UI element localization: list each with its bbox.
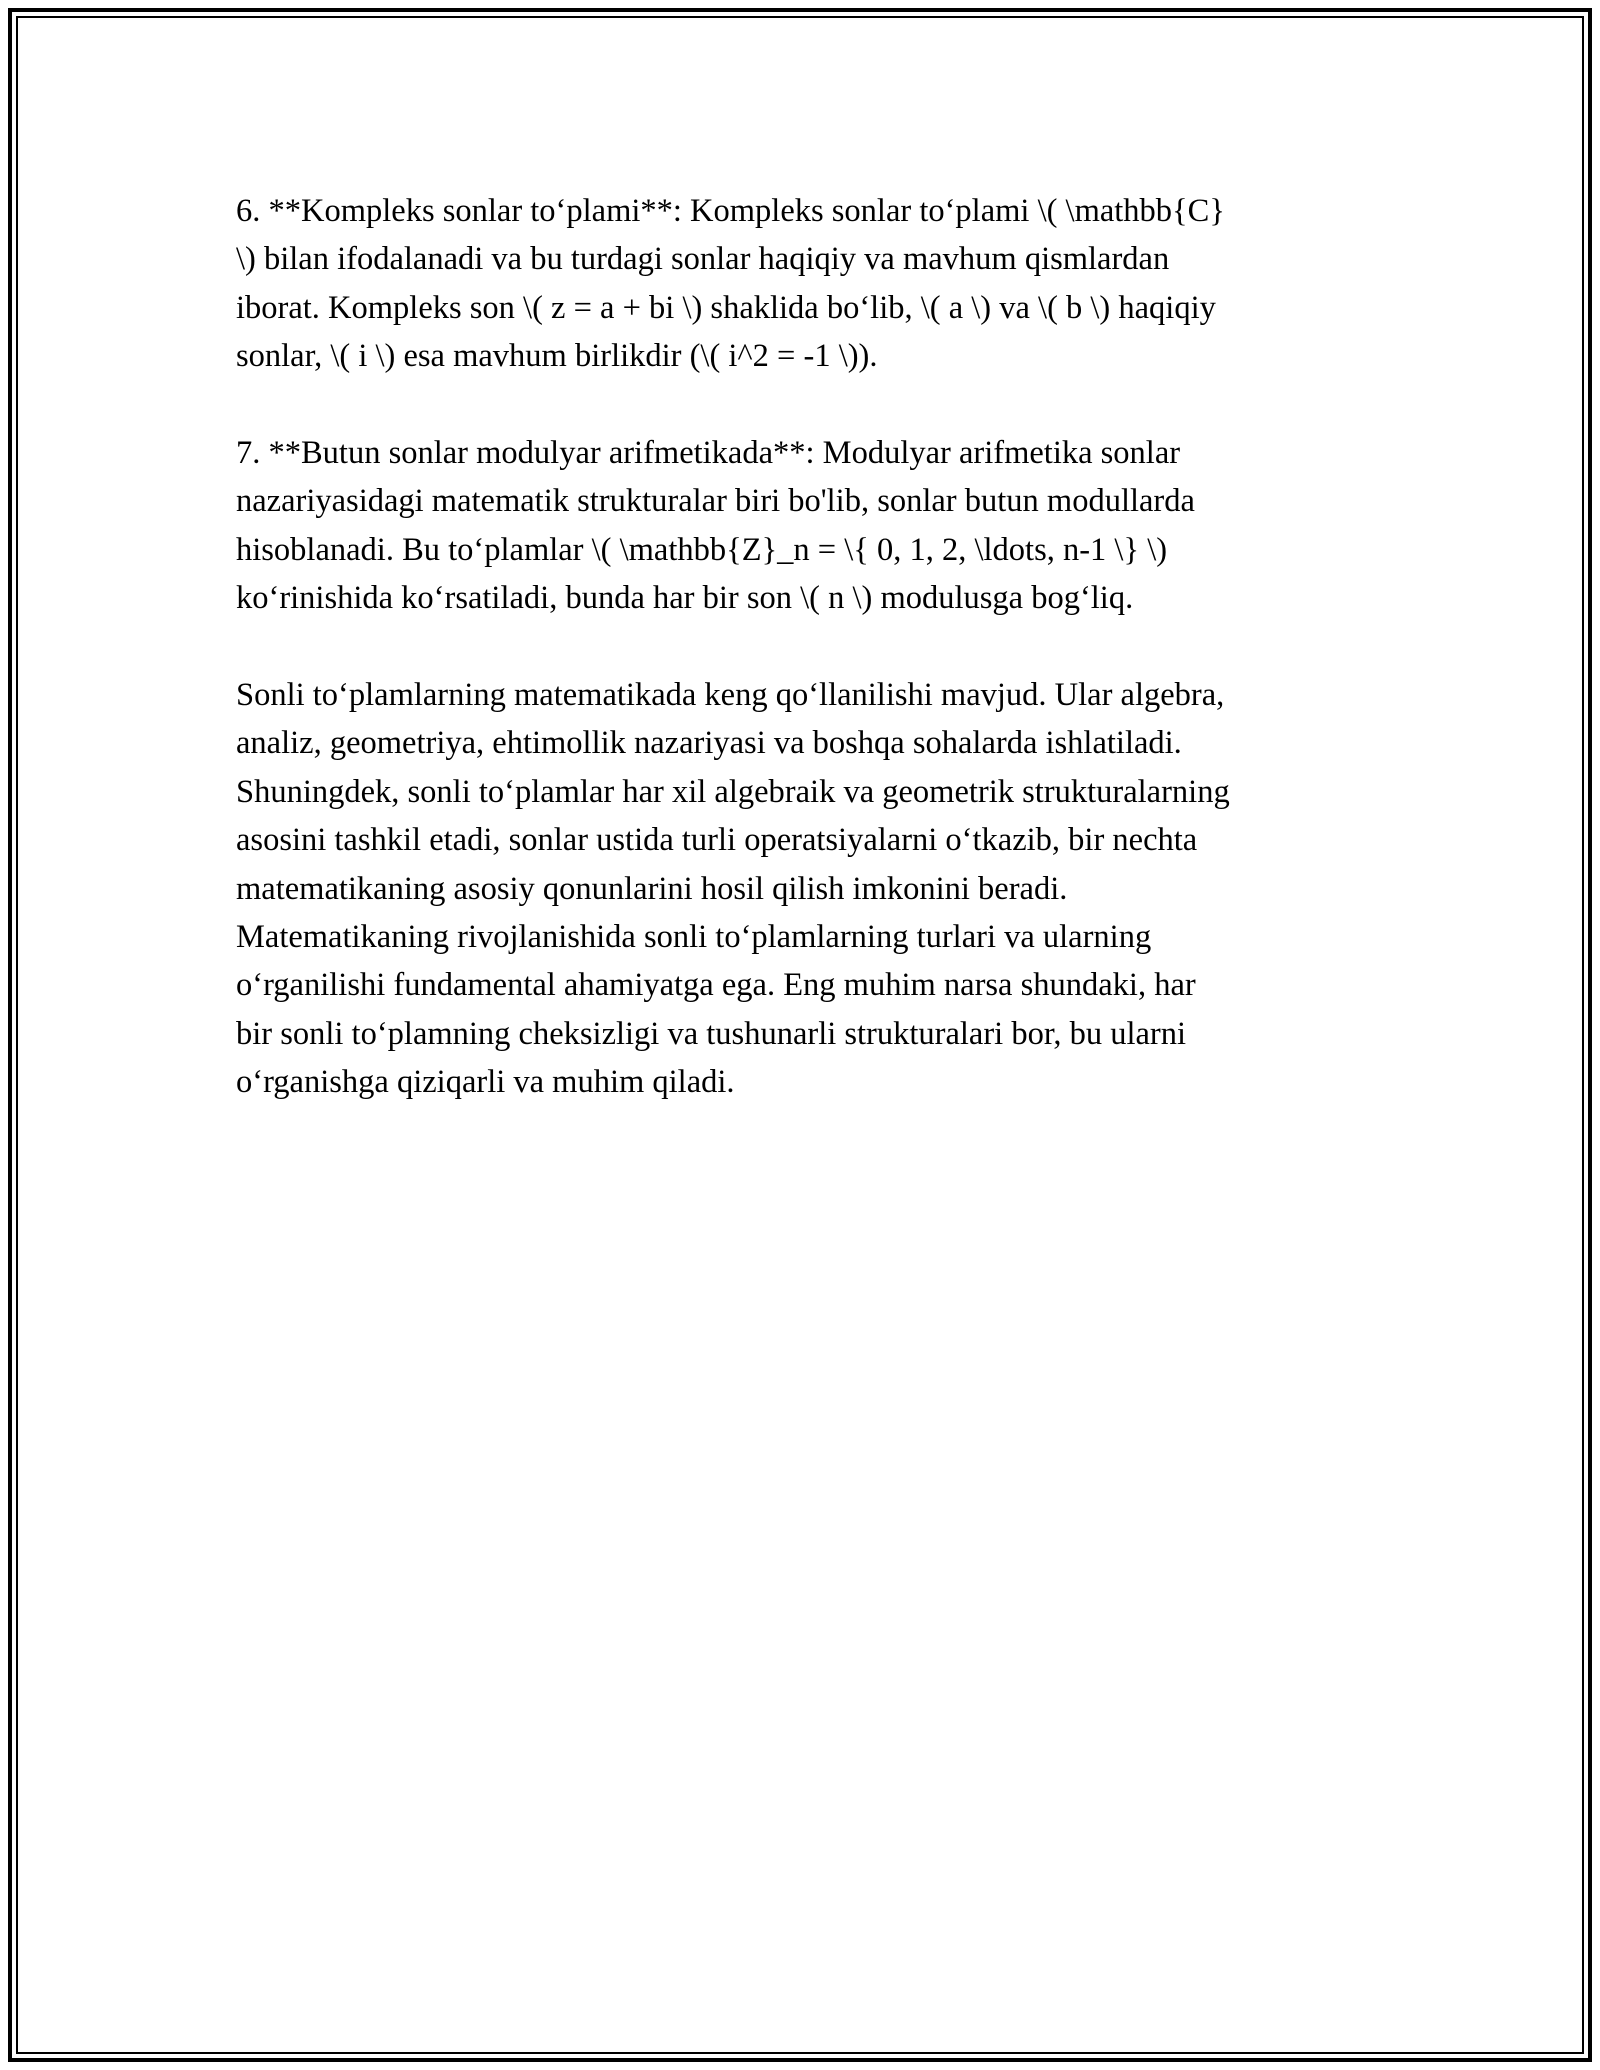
- text-line: sonlar, \( i \) esa mavhum birlikdir (\( i^2 = -1 \)).: [236, 338, 878, 375]
- text-line: analiz, geometriya, ehtimollik nazariyasi va boshqa sohalarda ishlatiladi.: [236, 725, 1182, 762]
- text-line: Sonli to‘plamlarning matematikada keng qo‘llanilishi mavjud. Ular algebra,: [236, 677, 1225, 714]
- text-line: bir sonli to‘plamning cheksizligi va tushunarli strukturalari bor, bu ularni: [236, 1015, 1187, 1052]
- text-line: hisoblanadi. Bu to‘plamlar \( \mathbb{Z}_n = \{ 0, 1, 2, \ldots, n-1 \} \): [236, 531, 1168, 568]
- text-line: o‘rganishga qiziqarli va muhim qiladi.: [236, 1064, 735, 1101]
- paragraph-modular-arithmetic: [236, 429, 1386, 623]
- text-line: o‘rganilishi fundamental ahamiyatga ega. Eng muhim narsa shundaki, har: [236, 967, 1196, 1004]
- text-line: nazariyasidagi matematik strukturalar biri bo'lib, sonlar butun modullarda: [236, 483, 1195, 520]
- paragraph-complex-numbers: [236, 187, 1386, 381]
- text-line: iborat. Kompleks son \( z = a + bi \) shaklida bo‘lib, \( a \) va \( b \) haqiqiy: [236, 289, 1216, 326]
- text-line: Shuningdek, sonli to‘plamlar har xil algebraik va geometrik strukturalarning: [236, 773, 1230, 810]
- text-line: matematikaning asosiy qonunlarini hosil qilish imkonini beradi.: [236, 870, 1068, 907]
- document-body: [236, 187, 1386, 1155]
- paragraph-conclusion: [236, 671, 1386, 1107]
- text-line: ko‘rinishida ko‘rsatiladi, bunda har bir son \( n \) modulusga bog‘liq.: [236, 580, 1134, 617]
- text-line: asosini tashkil etadi, sonlar ustida turli operatsiyalarni o‘tkazib, bir nechta: [236, 822, 1198, 859]
- text-line: 6. **Kompleks sonlar to‘plami**: Kompleks sonlar to‘plami \( \mathbb{C}: [236, 193, 1225, 229]
- text-line: \) bilan ifodalanadi va bu turdagi sonlar haqiqiy va mavhum qismlardan: [236, 241, 1170, 278]
- text-line: Matematikaning rivojlanishida sonli to‘plamlarning turlari va ularning: [236, 919, 1152, 956]
- text-line: 7. **Butun sonlar modulyar arifmetikada**: Modulyar arifmetika sonlar: [236, 435, 1181, 472]
